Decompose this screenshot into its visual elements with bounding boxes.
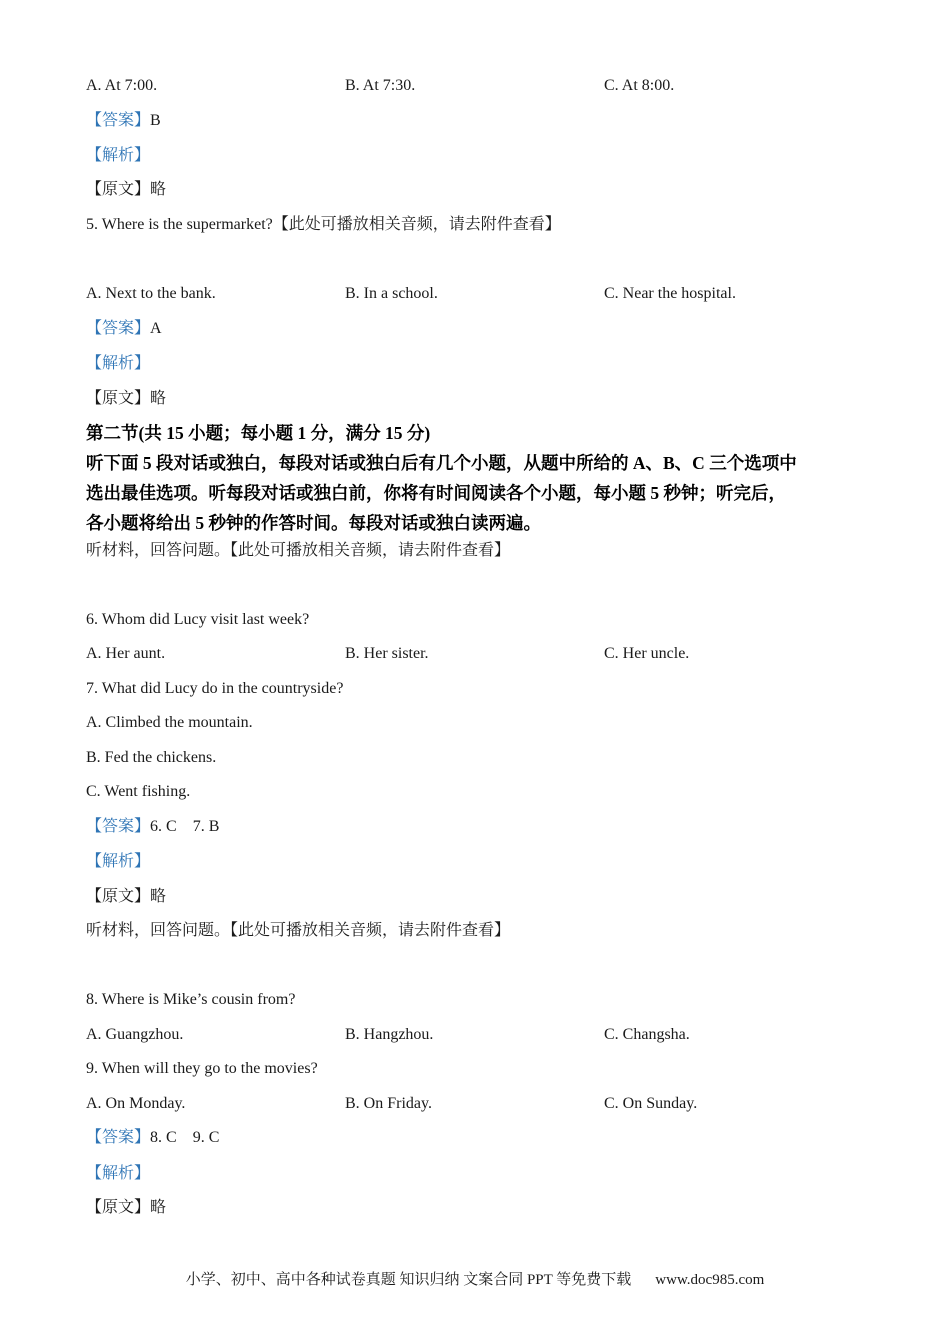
- analysis-tag: 【解析】: [86, 355, 151, 372]
- answer-tag: 【答案】: [86, 1129, 151, 1146]
- q9-question: 9. When will they go to the movies?: [86, 1060, 318, 1077]
- group2-analysis: [86, 1164, 150, 1184]
- q4-option-b: B. At 7:30.: [345, 77, 416, 94]
- q4-option-c: C. At 8:00.: [604, 77, 675, 94]
- answer-value: 8. C 9. C: [150, 1129, 220, 1146]
- answer-value: B: [150, 112, 161, 129]
- original-tag: 【原文】: [86, 888, 151, 905]
- answer-value: A: [150, 320, 162, 337]
- q6-option-a: A. Her aunt.: [86, 645, 166, 662]
- q5-answer: [86, 319, 162, 339]
- q7-option-a: A. Climbed the mountain.: [86, 714, 253, 731]
- q5-original: [86, 389, 166, 409]
- original-tag: 【原文】: [86, 1199, 151, 1216]
- page-footer: [0, 1270, 950, 1290]
- q4-analysis: [86, 146, 150, 166]
- q8-option-a: A. Guangzhou.: [86, 1026, 184, 1043]
- analysis-tag: 【解析】: [86, 147, 151, 164]
- original-value: 略: [150, 888, 167, 905]
- answer-value: 6. C 7. B: [150, 818, 220, 835]
- q4-original: [86, 180, 166, 200]
- group1-answer: [86, 817, 219, 837]
- q6-question: 6. Whom did Lucy visit last week?: [86, 611, 310, 628]
- group1-original: [86, 887, 166, 907]
- q9-option-b: B. On Friday.: [345, 1095, 432, 1112]
- q7-option-c: C. Went fishing.: [86, 783, 191, 800]
- q5-option-a: A. Next to the bank.: [86, 285, 216, 302]
- q7-option-b: B. Fed the chickens.: [86, 749, 217, 766]
- original-tag: 【原文】: [86, 390, 151, 407]
- answer-tag: 【答案】: [86, 112, 151, 129]
- q4-answer: [86, 111, 161, 131]
- section-heading: 第二节(共 15 小题；每小题 1 分，满分 15 分): [86, 423, 431, 443]
- q9-option-c: C. On Sunday.: [604, 1095, 698, 1112]
- original-tag: 【原文】: [86, 181, 151, 198]
- answer-tag: 【答案】: [86, 320, 151, 337]
- q6-option-b: B. Her sister.: [345, 645, 429, 662]
- section-instructions-line-1: 听下面 5 段对话或独白，每段对话或独白后有几个小题，从题中所给的 A、B、C 三个选项中: [86, 453, 797, 473]
- q9-option-a: A. On Monday.: [86, 1095, 186, 1112]
- analysis-tag: 【解析】: [86, 1165, 151, 1182]
- original-value: 略: [150, 181, 167, 198]
- original-value: 略: [150, 1199, 167, 1216]
- footer-link[interactable]: www.doc985.com: [655, 1272, 765, 1288]
- analysis-tag: 【解析】: [86, 853, 151, 870]
- footer-text: 小学、初中、高中各种试卷真题 知识归纳 文案合同 PPT 等免费下载: [185, 1272, 632, 1288]
- group1-prompt: 听材料，回答问题。【此处可播放相关音频，请去附件查看】: [86, 542, 511, 559]
- section-instructions-line-3: 各小题将给出 5 秒钟的作答时间。每段对话或独白读两遍。: [86, 513, 541, 533]
- group1-analysis: [86, 852, 150, 872]
- q4-option-a: A. At 7:00.: [86, 77, 158, 94]
- q6-option-c: C. Her uncle.: [604, 645, 690, 662]
- q8-question: 8. Where is Mike’s cousin from?: [86, 991, 296, 1008]
- q5-option-c: C. Near the hospital.: [604, 285, 736, 302]
- q5-question: 5. Where is the supermarket?【此处可播放相关音频，请去附件查看】: [86, 216, 561, 233]
- group2-answer: [86, 1128, 219, 1148]
- original-value: 略: [150, 390, 167, 407]
- q8-option-c: C. Changsha.: [604, 1026, 690, 1043]
- q5-analysis: [86, 354, 150, 374]
- section-instructions-line-2: 选出最佳选项。听每段对话或独白前，你将有时间阅读各个小题，每小题 5 秒钟；听完后，: [86, 483, 786, 503]
- answer-tag: 【答案】: [86, 818, 151, 835]
- q5-option-b: B. In a school.: [345, 285, 438, 302]
- group2-original: [86, 1198, 166, 1218]
- group2-prompt: 听材料，回答问题。【此处可播放相关音频，请去附件查看】: [86, 922, 511, 939]
- q7-question: 7. What did Lucy do in the countryside?: [86, 680, 344, 697]
- q8-option-b: B. Hangzhou.: [345, 1026, 434, 1043]
